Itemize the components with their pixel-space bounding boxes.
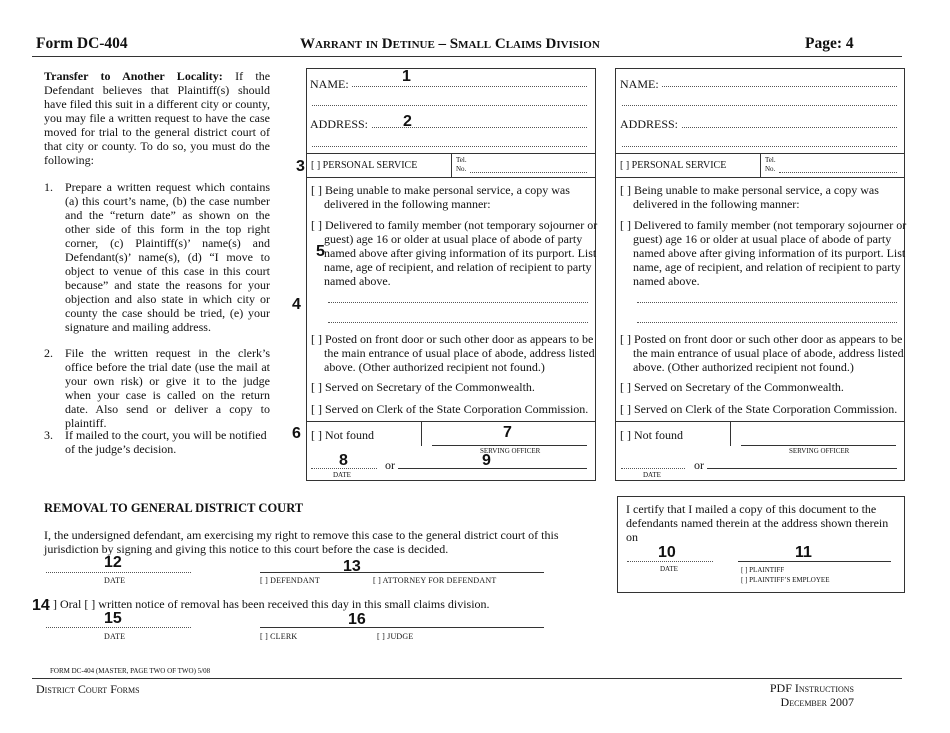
certify-role-options[interactable]: [741, 565, 829, 585]
plaintiff-employee-checkbox[interactable]: [ ] PLAINTIFF’S EMPLOYEE: [741, 576, 830, 584]
recipient-field-2a[interactable]: [637, 302, 897, 303]
address-label-2: ADDRESS:: [620, 117, 679, 131]
recipient-field-2b[interactable]: [637, 322, 897, 323]
name-field[interactable]: [352, 86, 587, 87]
page-number: Page: 4: [805, 35, 854, 52]
oral-written-notice[interactable]: [ ] Oral [ ] written notice of removal has been received this day in this small claims division.: [46, 597, 490, 611]
marker-6: 6: [292, 425, 301, 442]
address-field-2-line2[interactable]: [622, 146, 897, 147]
marker-10: 10: [658, 544, 676, 561]
scc-clerk-checkbox-2[interactable]: [ ] Served on Clerk of the State Corporation Commission.: [620, 402, 898, 416]
form-number: Form DC-404: [36, 35, 128, 52]
serving-officer-line[interactable]: [432, 445, 587, 446]
marker-11: 11: [795, 544, 812, 561]
secretary-checkbox[interactable]: [ ] Served on Secretary of the Commonwealth.: [311, 380, 535, 394]
defendant-checkbox[interactable]: [ ] DEFENDANT: [260, 576, 320, 585]
tel-field-2[interactable]: [779, 172, 897, 173]
header-rule: [32, 56, 902, 57]
service-or-line[interactable]: [398, 468, 587, 469]
transfer-item-2-num: 2.: [44, 346, 53, 360]
name-field-2-line2[interactable]: [622, 105, 897, 106]
removal-heading: REMOVAL TO GENERAL DISTRICT COURT: [44, 501, 304, 515]
posted-checkbox-2[interactable]: [ ] Posted on front door or such other door as appears to be the main entrance of usual place of abode, address listed above. (Other authorized recipient not found.): [620, 332, 904, 374]
footer-rule: [32, 678, 902, 679]
marker-15: 15: [104, 610, 122, 627]
marker-8: 8: [339, 452, 348, 469]
plaintiff-checkbox[interactable]: [ ] PLAINTIFF: [741, 566, 785, 574]
notice-date-label: DATE: [104, 632, 126, 641]
transfer-heading: Transfer to Another Locality:: [44, 69, 223, 83]
certify-text: I certify that I mailed a copy of this document to the defendants named therein at the address shown therein on: [626, 502, 889, 544]
transfer-intro: [44, 69, 270, 167]
delivered-checkbox[interactable]: [ ] Delivered to family member (not temporary sojourner or guest) age 16 or older at usual place of abode of party named above after giving information of its purport. List name, age of recipient, and relation of recipient to party named above.: [311, 218, 598, 288]
scc-clerk-checkbox[interactable]: [ ] Served on Clerk of the State Corporation Commission.: [311, 402, 589, 416]
certify-date-label: DATE: [660, 565, 678, 573]
name-field-2[interactable]: [662, 86, 897, 87]
not-found-checkbox[interactable]: [ ] Not found: [311, 428, 374, 442]
transfer-item-3-num: 3.: [44, 428, 53, 442]
attorney-checkbox[interactable]: [ ] ATTORNEY FOR DEFENDANT: [373, 576, 497, 585]
marker-3: 3: [296, 158, 305, 175]
name-label-2: NAME:: [620, 77, 659, 91]
delivered-checkbox-2[interactable]: [ ] Delivered to family member (not temporary sojourner or guest) age 16 or older at usual place of abode of party named above after giving information of its purport. List name, age of recipient, and relation of recipient to party named above.: [620, 218, 907, 288]
serving-officer-line-2[interactable]: [741, 445, 896, 446]
address-field-2[interactable]: [682, 127, 897, 128]
service-date-label: DATE: [333, 471, 351, 479]
marker-5: 5: [316, 243, 325, 260]
transfer-item-2: File the written request in the clerk’s office before the trial date (use the mail at your own risk) or give it to the judge when your case is called on the return date. Also send or deliver a copy to plaintiff.: [65, 346, 270, 430]
marker-4: 4: [292, 296, 301, 313]
removal-text: I, the undersigned defendant, am exercising my right to remove this case to the general district court of this jurisdiction by signing and giving this notice to this court before the case is decided.: [44, 528, 559, 556]
certify-signature-line[interactable]: [738, 561, 891, 562]
service-or-line-2[interactable]: [707, 468, 897, 469]
tel-label-2: Tel. No.: [765, 156, 776, 173]
transfer-item-1-num: 1.: [44, 180, 53, 194]
footer-right-2: December 2007: [780, 695, 854, 709]
not-found-checkbox-2[interactable]: [ ] Not found: [620, 428, 683, 442]
footer-right-1: PDF Instructions: [769, 681, 854, 695]
marker-1: 1: [402, 68, 411, 85]
marker-2: 2: [403, 113, 412, 130]
marker-16: 16: [348, 611, 366, 628]
or-label-2: or: [694, 458, 704, 472]
personal-service-checkbox-2[interactable]: [ ] PERSONAL SERVICE: [620, 160, 727, 171]
address-label: ADDRESS:: [310, 117, 369, 131]
form-master-label: FORM DC-404 (MASTER, PAGE TWO OF TWO) 5/08: [50, 667, 211, 675]
service-date-field-2[interactable]: [621, 468, 685, 469]
marker-13: 13: [343, 558, 361, 575]
unable-checkbox-2[interactable]: [ ] Being unable to make personal service, a copy was delivered in the following manner:: [620, 183, 879, 211]
clerk-checkbox[interactable]: [ ] CLERK: [260, 632, 298, 641]
address-field-line2[interactable]: [312, 146, 587, 147]
removal-date-field[interactable]: [46, 572, 191, 573]
marker-7: 7: [503, 424, 512, 441]
unable-checkbox[interactable]: [ ] Being unable to make personal service, a copy was delivered in the following manner:: [311, 183, 570, 211]
serving-officer-label-2: SERVING OFFICER: [789, 447, 850, 455]
marker-12: 12: [104, 554, 122, 571]
judge-checkbox[interactable]: [ ] JUDGE: [377, 632, 414, 641]
transfer-item-1: Prepare a written request which contains (a) this court’s name, (b) the case number and the “return date” as shown on the other side of this form in the top right corner, (c) Plaintiff(s)’ name(s) and Defendant(s)’ name(s), (d) “I move to object to venue of this case in this court because” and state the reasons for your objection and also state in which city or county the case should be tried, (e) your signature and mailing address.: [65, 180, 270, 334]
service-date-label-2: DATE: [643, 471, 661, 479]
personal-service-checkbox[interactable]: [ ] PERSONAL SERVICE: [311, 160, 418, 171]
serving-officer-label: SERVING OFFICER: [480, 447, 541, 455]
or-label: or: [385, 458, 395, 472]
name-field-line2[interactable]: [312, 105, 587, 106]
footer-left: District Court Forms: [36, 682, 140, 696]
secretary-checkbox-2[interactable]: [ ] Served on Secretary of the Commonwealth.: [620, 380, 844, 394]
tel-field[interactable]: [470, 172, 587, 173]
recipient-field-1[interactable]: [328, 302, 588, 303]
posted-checkbox[interactable]: [ ] Posted on front door or such other door as appears to be the main entrance of usual place of abode, address listed above. (Other authorized recipient not found.): [311, 332, 595, 374]
marker-14: 14: [32, 597, 50, 614]
tel-label: Tel. No.: [456, 156, 467, 173]
name-label: NAME:: [310, 77, 349, 91]
marker-9: 9: [482, 452, 491, 469]
removal-signature-line[interactable]: [260, 572, 544, 573]
removal-date-label: DATE: [104, 576, 126, 585]
recipient-field-2[interactable]: [328, 322, 588, 323]
form-title: Warrant in Detinue – Small Claims Division: [300, 36, 600, 52]
notice-signature-line[interactable]: [260, 627, 544, 628]
transfer-intro-text: If the Defendant believes that Plaintiff(s) should have filed this suit in a different city or county, you may file a written request to have the case moved for trial to the general district court of that city or county. To do so, you must do the following:: [44, 69, 271, 167]
transfer-item-3: If mailed to the court, you will be notified of the judge’s decision.: [65, 428, 267, 456]
